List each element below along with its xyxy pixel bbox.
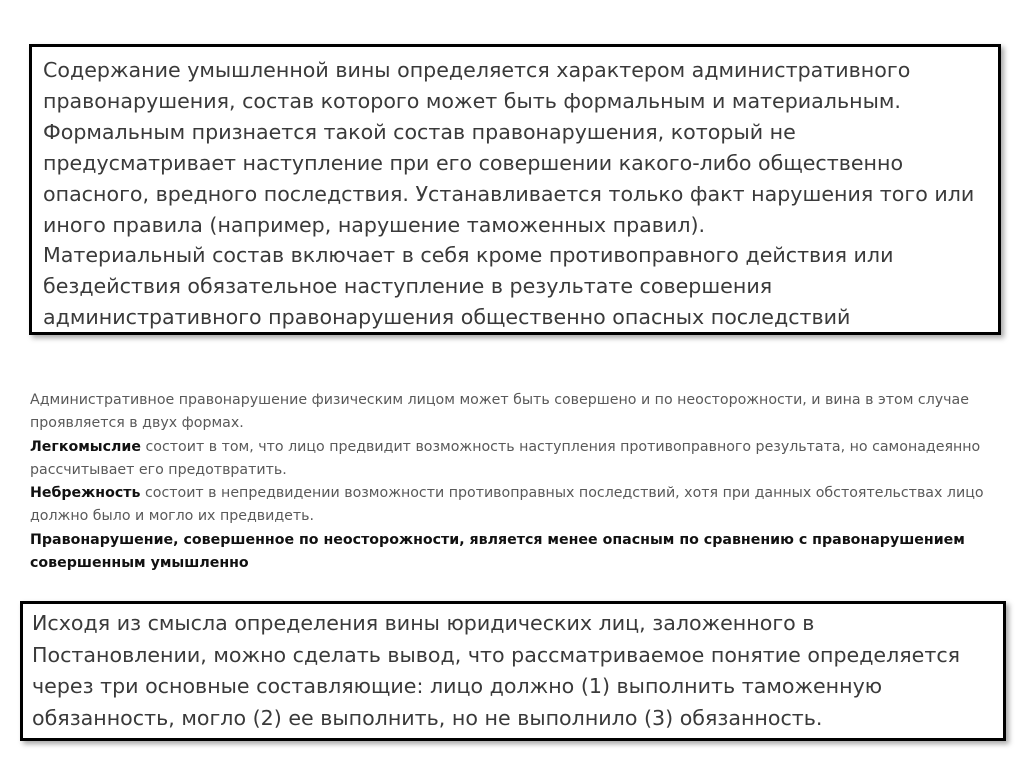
- legal-entity-guilt-text: Исходя из смысла определения вины юридических лиц, заложенного в Постановлении, можно сделать вывод, что рассматриваемое понятие определяется через три основные составляющие: лицо должно (1) выполнить таможенную обязанность, могло (2) ее выполнить, но не выполнило (3) обязанность.: [32, 611, 961, 730]
- legal-entity-guilt-box: [20, 601, 1006, 741]
- negligence-section: [30, 389, 1006, 575]
- levity-definition: [30, 436, 1006, 483]
- intent-definition-box: [29, 44, 1001, 335]
- carelessness-text: состоит в непредвидении возможности противоправных последствий, хотя при данных обстоятельствах лицо должно было и могло их предвидеть.: [30, 485, 984, 525]
- intent-paragraph-formal: Содержание умышленной вины определяется характером административного правонарушения, состав которого может быть формальным и материальным. Формальным признается такой состав правонарушения, который не предусматривает наступление при его совершении какого-либо общественно опасного, вредного последствия. Устанавливается только факт нарушения того или иного правила (например, нарушение таможенных правил).: [43, 58, 975, 237]
- levity-term: Легкомыслие: [30, 438, 141, 455]
- intent-paragraph-material: Материальный состав включает в себя кроме противоправного действия или бездействия обязательное наступление в результате совершения административного правонарушения общественно опасных последствий: [43, 243, 894, 330]
- negligence-intro: Административное правонарушение физическим лицом может быть совершено и по неосторожности, и вина в этом случае проявляется в двух формах.: [30, 392, 969, 432]
- carelessness-definition: [30, 482, 1006, 529]
- levity-text: состоит в том, что лицо предвидит возможность наступления противоправного результата, но самонадеянно рассчитывает его предотвратить.: [30, 438, 981, 478]
- negligence-conclusion: Правонарушение, совершенное по неосторожности, является менее опасным по сравнению с правонарушением совершенным умышленно: [30, 531, 965, 572]
- carelessness-term: Небрежность: [30, 485, 141, 502]
